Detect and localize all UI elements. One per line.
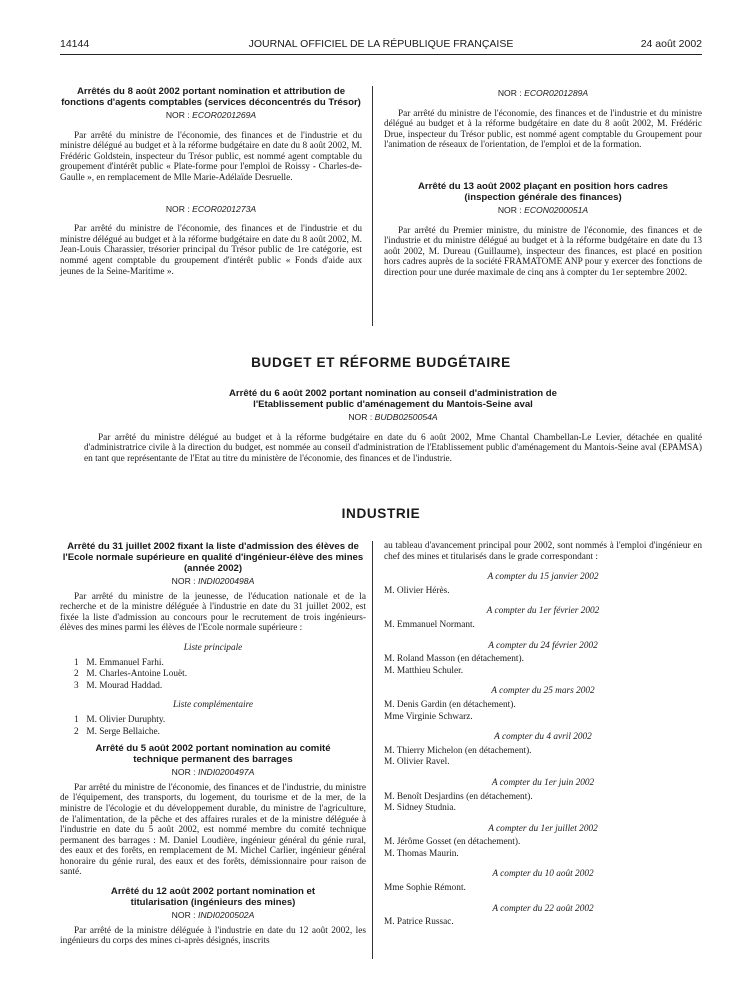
nominee-name: M. Emmanuel Normant. (384, 619, 475, 630)
article-title: Arrêté du 12 août 2002 portant nomination et titularisation (ingénieurs des mines) (110, 886, 316, 909)
header-rule (60, 54, 702, 55)
list-item-name: M. Charles-Antoine Louët. (84, 669, 188, 680)
list-item (60, 658, 366, 669)
nor-reference: NOR : BUDB0250054A (348, 412, 438, 422)
list-item-number: 3 (74, 680, 79, 691)
date-heading: A compter du 25 mars 2002 (491, 686, 595, 697)
liste-complementaire (60, 715, 366, 737)
top-left-column (60, 86, 362, 281)
column-divider (372, 86, 373, 326)
nominee-name: M. Olivier Ravel. (384, 757, 450, 768)
nor-reference: NOR : ECON0200051A (497, 204, 589, 215)
list-item-name: M. Serge Bellaiche. (84, 726, 160, 737)
nor-reference: NOR : INDI0200498A (171, 576, 255, 586)
article-title: Arrêté du 5 août 2002 portant nomination au comité technique permanent des barrages (95, 743, 331, 766)
nominee-name: M. Thomas Maurin. (384, 848, 459, 859)
nor-reference: NOR : ECOR0201289A (497, 88, 589, 98)
nominee-name: M. Denis Gardin (en détachement). (384, 699, 516, 710)
page-number: 14144 (60, 38, 90, 50)
list-heading: Liste principale (183, 642, 243, 653)
article-paragraph: au tableau d'avancement principal pour 2002, sont nommés à l'emploi d'ingénieur en chef des mines et titularisés dans le grade correspondant : (384, 541, 702, 562)
page-header (60, 38, 702, 52)
article-paragraph: Par arrêté de la ministre déléguée à l'industrie en date du 12 août 2002, les ingénieurs du corps des mines ci-après désignés, inscrits (60, 925, 366, 947)
article-title: Arrêté du 13 août 2002 plaçant en position hors cadres (inspection générale des finances) (417, 180, 669, 203)
article-paragraph: Par arrêté du ministre de l'économie, des finances et de l'industrie, du ministre de l'équipement, des transports, du logement, du tourisme et de la mer, de la ministre de l'écologie et du développement durable, du ministre de l'agriculture, de l'alimentation, de la pêche et des affaires rurales et de la ministre déléguée à l'industrie en date du 5 août 2002, est nommé membre du comité technique permanent des barrages : M. Daniel Loudière, ingénieur général du génie rural, des eaux et des forêts, en remplacement de M. Michel Carlier, ingénieur général honoraire du génie rural, des eaux et des forêts, démissionnaire pour raison de santé. (60, 782, 366, 878)
date-heading: A compter du 1er juin 2002 (491, 777, 595, 788)
section-title-industrie: INDUSTRIE (341, 506, 421, 521)
date-heading: A compter du 22 août 2002 (492, 903, 594, 914)
list-item (60, 727, 366, 738)
date-heading: A compter du 4 avril 2002 (494, 732, 592, 743)
list-heading: Liste complémentaire (173, 700, 253, 711)
list-item (60, 669, 366, 680)
nor-reference: NOR : INDI0200497A (171, 767, 255, 778)
date-heading: A compter du 24 février 2002 (488, 640, 598, 651)
nor-reference: NOR : INDI0200502A (171, 910, 255, 921)
nominee-name: M. Patrice Russac. (384, 917, 454, 928)
list-item-name: M. Emmanuel Farhi. (84, 657, 164, 668)
issue-date: 24 août 2002 (640, 38, 702, 50)
column-divider (372, 541, 373, 959)
nominee-name: M. Olivier Hérès. (384, 585, 450, 596)
nominee-name: M. Benoît Desjardins (en détachement). (384, 791, 533, 802)
article-paragraph: Par arrêté du ministre de l'économie, des finances et de l'industrie et du ministre délégué au budget et à la réforme budgétaire en date du 8 août 2002, M. Frédéric Drue, inspecteur du Trésor public, est nommé agent comptable du Groupement pour l'animation de réseaux de l'orientation, de l'emploi et de la formation. (384, 108, 702, 151)
article-paragraph: Par arrêté du Premier ministre, du ministre de l'économie, des finances et de l'industrie et du ministre délégué au budget et à la réforme budgétaire en date du 13 août 2002, M. Dureau (Guillaume), inspecteur des finances, est placé en position hors cadres auprès de la société FRAMATOME ANP pour y exercer des fonctions de direction pour une durée maximale de cinq ans à compter du 1er septembre 2002. (384, 225, 702, 278)
list-item-name: M. Olivier Duruphty. (84, 714, 166, 725)
budget-article (84, 388, 702, 468)
nor-reference: NOR : ECOR0201273A (165, 203, 257, 214)
nominee-name: M. Jérôme Gosset (en détachement). (384, 837, 521, 848)
industrie-right-column (384, 541, 702, 929)
nominee-name: M. Thierry Michelon (en détachement). (384, 745, 532, 756)
nominee-name: M. Matthieu Schuler. (384, 665, 464, 676)
article-paragraph: Par arrêté du ministre de l'économie, des finances et de l'industrie et du ministre délégué au budget et à la réforme budgétaire en date du 8 août 2002, M. Frédéric Goldstein, inspecteur du Trésor public, est nommé agent comptable du groupement d'intérêt public « Plate-forme pour l'emploi de Roissy - Charles-de-Gaulle », en remplacement de Mlle Marie-Adélaïde Desruelle. (60, 130, 362, 183)
list-item-name: M. Mourad Haddad. (84, 680, 163, 691)
article-paragraph: Par arrêté du ministre de la jeunesse, de l'éducation nationale et de la recherche et de la ministre déléguée à l'industrie en date du 31 juillet 2002, est fixée la liste d'admission au concours pour le recrutement de trois ingénieurs-élèves des mines parmi les élèves de l'Ecole normale supérieure : (60, 591, 366, 634)
section-title-budget: BUDGET ET RÉFORME BUDGÉTAIRE (251, 355, 511, 370)
nominee-name: Mme Virginie Schwarz. (384, 711, 473, 722)
list-item-number: 1 (74, 657, 79, 668)
nor-reference: NOR : ECOR0201269A (165, 110, 257, 120)
date-heading: A compter du 15 janvier 2002 (487, 572, 599, 583)
top-right-column (384, 86, 702, 283)
list-item-number: 2 (74, 669, 79, 680)
article-title: Arrêté du 31 juillet 2002 fixant la liste d'admission des élèves de l'Ecole normale supérieure en qualité d'ingénieur-élève des mines (année 2002) (62, 541, 364, 574)
nominee-name: Mme Sophie Rémont. (384, 883, 466, 894)
list-item-number: 2 (74, 726, 79, 737)
article-paragraph: Par arrêté du ministre de l'économie, des finances et de l'industrie et du ministre délégué au budget et à la réforme budgétaire en date du 8 août 2002, M. Jean-Louis Charassier, trésorier principal du Trésor public de 1re catégorie, est nommé agent comptable du groupement d'intérêt public « Fonds d'aide aux jeunes de la Seine-Maritime ». (60, 224, 362, 277)
date-heading: A compter du 10 août 2002 (492, 869, 594, 880)
list-item-number: 1 (74, 714, 79, 725)
date-heading: A compter du 1er février 2002 (486, 606, 600, 617)
article-title: Arrêté du 6 août 2002 portant nomination au conseil d'administration de l'Etablissement public d'aménagement du Mantois-Seine aval (229, 388, 557, 410)
industrie-left-column (60, 541, 366, 951)
titularisation-dates (384, 572, 702, 928)
journal-title: JOURNAL OFFICIEL DE LA RÉPUBLIQUE FRANÇAISE (248, 38, 514, 50)
nominee-name: M. Roland Masson (en détachement). (384, 654, 524, 665)
article-title: Arrêtés du 8 août 2002 portant nomination et attribution de fonctions d'agents comptables (services déconcentrés du Trésor) (61, 86, 361, 108)
list-item (60, 715, 366, 726)
list-item (60, 681, 366, 692)
date-heading: A compter du 1er juillet 2002 (488, 823, 598, 834)
nominee-name: M. Sidney Studnia. (384, 803, 456, 814)
article-paragraph: Par arrêté du ministre délégué au budget et à la réforme budgétaire en date du 6 août 2002, Mme Chantal Chambellan-Le Levier, détachée en qualité d'administratrice civile à la direction du budget, est nommée au conseil d'administration de l'Etablissement public d'aménagement du Mantois-Seine aval (EPAMSA) en tant que représentante de l'Etat au titre du ministère de l'économie, des finances et de l'industrie. (84, 432, 702, 464)
liste-principale (60, 658, 366, 692)
